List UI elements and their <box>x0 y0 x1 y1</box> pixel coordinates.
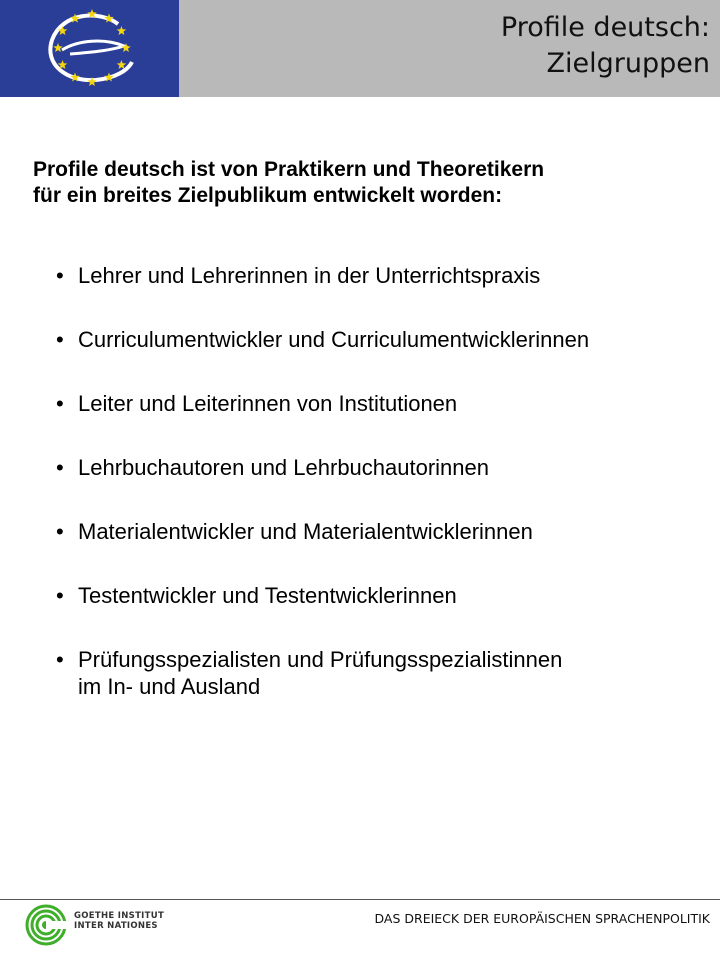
intro-line-2: für ein breites Zielpublikum entwickelt worden: <box>33 184 503 207</box>
page-title-line-1: Profile deutsch: <box>500 12 710 43</box>
header-bar <box>0 0 720 97</box>
bullet-icon: • <box>56 455 64 480</box>
goethe-logo-line-2: INTER NATIONES <box>74 921 158 931</box>
list-item-continuation: im In- und Ausland <box>78 674 261 699</box>
list-item-text: Lehrer und Lehrerinnen in der Unterrichtspraxis <box>78 263 541 288</box>
bullet-icon: • <box>56 391 64 416</box>
list-item-text: Curriculumentwickler und Curriculumentwicklerinnen <box>78 327 590 352</box>
list-item <box>56 262 716 289</box>
footer-divider <box>0 899 720 900</box>
list-item <box>56 454 716 481</box>
bullet-icon: • <box>56 647 64 672</box>
goethe-logo-text <box>74 911 164 931</box>
list-item-text: Materialentwickler und Materialentwicklerinnen <box>78 519 533 544</box>
list-item-text: Prüfungsspezialisten und Prüfungsspezialistinnen <box>78 647 563 672</box>
star-icon <box>117 26 127 35</box>
list-item <box>56 582 716 609</box>
goethe-logo-line-1: GOETHE INSTITUT <box>74 911 165 921</box>
page-title <box>501 10 710 82</box>
list-item <box>56 646 716 700</box>
star-icon <box>53 43 63 52</box>
list-item <box>56 390 716 417</box>
list-item-text: Leiter und Leiterinnen von Institutionen <box>78 391 458 416</box>
footer-caption: DAS DREIECK DER EUROPÄISCHEN SPRACHENPOLITIK <box>374 911 710 926</box>
intro-line-1: Profile deutsch ist von Praktikern und Theoretikern <box>33 158 545 181</box>
bullet-icon: • <box>56 327 64 352</box>
list-item <box>56 326 716 353</box>
bullet-icon: • <box>56 263 64 288</box>
page-title-line-2: Zielgruppen <box>546 48 710 79</box>
intro-paragraph <box>33 157 693 209</box>
list-item-text: Testentwickler und Testentwicklerinnen <box>78 583 457 608</box>
bullet-icon: • <box>56 583 64 608</box>
list-item-text: Lehrbuchautoren und Lehrbuchautorinnen <box>78 455 489 480</box>
star-icon <box>117 60 127 69</box>
council-of-europe-logo-icon <box>0 0 179 97</box>
target-group-list <box>56 262 716 737</box>
list-item <box>56 518 716 545</box>
bullet-icon: • <box>56 519 64 544</box>
